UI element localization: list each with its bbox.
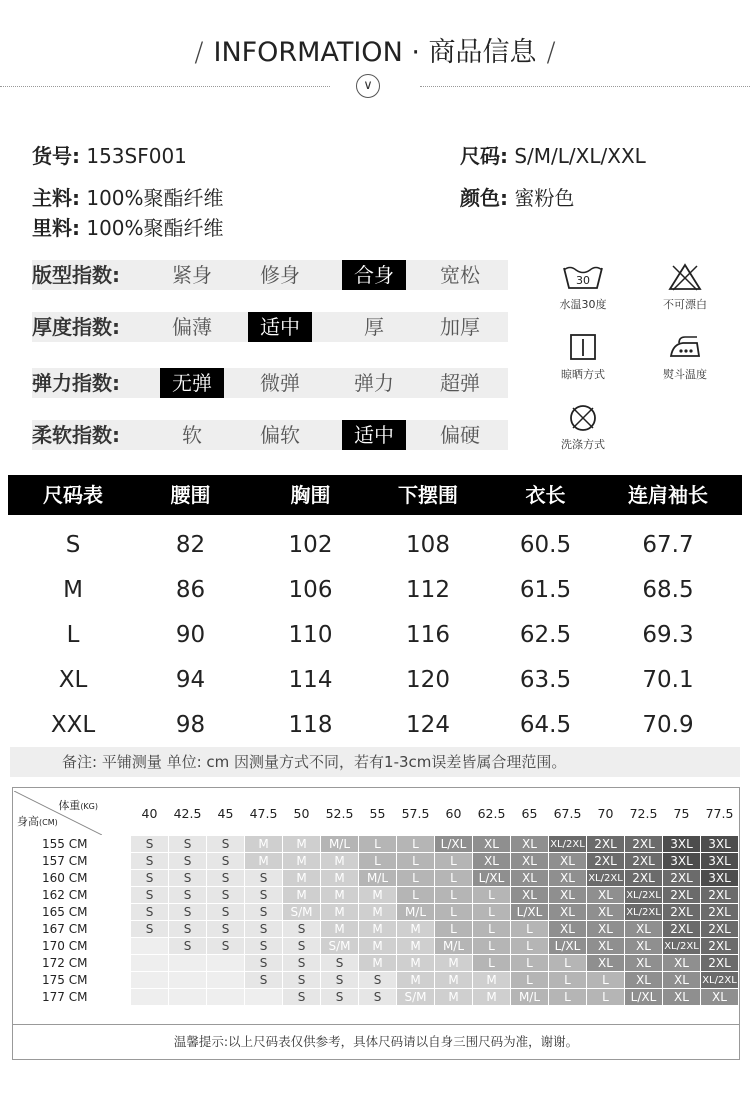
weight-header: 52.5 — [325, 805, 354, 821]
size-cell: 2XL — [625, 870, 662, 886]
header — [0, 0, 750, 110]
size-cell: L — [473, 938, 510, 954]
height-label: 165 CM — [42, 905, 88, 919]
size-cell: L — [473, 921, 510, 937]
table-row — [14, 870, 738, 886]
height-label: 172 CM — [42, 956, 88, 970]
size-cell: L — [511, 955, 548, 971]
index-option: 紧身 — [172, 263, 212, 287]
table-cell: 82 — [175, 532, 206, 558]
size-cell: M — [359, 921, 396, 937]
item-no: 货号: 153SF001 — [32, 144, 187, 168]
size-cell: M/L — [397, 904, 434, 920]
size-cell — [131, 972, 168, 988]
weight-header: 42.5 — [173, 805, 202, 821]
size-cell: S — [131, 870, 168, 886]
col-header: 衣长 — [525, 483, 566, 507]
table-row — [14, 938, 738, 954]
reference-table — [13, 790, 739, 1006]
index-option: 超弹 — [440, 371, 480, 395]
col-header: 下摆围 — [398, 483, 458, 507]
size-cell: S — [359, 972, 396, 988]
size-cell: 2XL — [625, 853, 662, 869]
size-cell: XL — [511, 870, 548, 886]
size-cell: 2XL — [663, 904, 700, 920]
size-cell: M — [245, 836, 282, 852]
size-cell: M — [473, 972, 510, 988]
size-cell: 3XL — [701, 870, 738, 886]
size-cell: S — [207, 938, 244, 954]
size-cell — [131, 955, 168, 971]
size-cell: XL/2XL — [625, 887, 662, 903]
size-cell: 3XL — [663, 853, 700, 869]
size-cell: S — [283, 955, 320, 971]
size-cell: XL — [625, 955, 662, 971]
index-option: 微弹 — [260, 371, 300, 395]
weight-header: 55 — [369, 805, 386, 821]
size-cell: XL/2XL — [625, 904, 662, 920]
care-label: 不可漂白 — [663, 298, 707, 311]
size-cell: S — [245, 955, 282, 971]
size-cell: S/M — [283, 904, 320, 920]
care-label: 水温30度 — [559, 298, 607, 311]
index-option: 加厚 — [440, 315, 480, 339]
size-cell: M — [321, 853, 358, 869]
table-cell: 86 — [175, 577, 206, 603]
height-label: 155 CM — [42, 837, 88, 851]
table-cell: 110 — [288, 622, 333, 648]
table-cell: L — [66, 622, 80, 648]
weight-header: 65 — [521, 805, 538, 821]
height-label: 175 CM — [42, 973, 88, 987]
size-cell: XL — [549, 887, 586, 903]
size-cell: M — [283, 870, 320, 886]
sizes: 尺码: S/M/L/XL/XXL — [460, 144, 646, 168]
reference-footer: 温馨提示:以上尺码表仅供参考，具体尺码请以自身三围尺码为准，谢谢。 — [13, 1024, 739, 1059]
size-cell: M — [283, 887, 320, 903]
table-row — [14, 904, 738, 920]
index-label: 版型指数: — [32, 263, 120, 287]
size-cell: 2XL — [701, 887, 738, 903]
care-label: 晾晒方式 — [561, 368, 605, 381]
lining-material: 里料: 100%聚酯纤维 — [32, 216, 224, 240]
table-row — [8, 703, 742, 748]
line-dry-icon — [538, 332, 628, 366]
size-cell: XL — [549, 870, 586, 886]
size-cell: XL — [511, 887, 548, 903]
size-cell: L — [435, 887, 472, 903]
care-tumble — [538, 402, 628, 452]
size-cell: S — [321, 955, 358, 971]
table-cell: 67.7 — [642, 532, 694, 558]
table-cell: 64.5 — [519, 712, 572, 738]
size-cell: S — [169, 853, 206, 869]
index-option-selected: 合身 — [342, 260, 406, 290]
size-cell: S — [207, 887, 244, 903]
table-row — [8, 523, 742, 568]
size-cell: M/L — [321, 836, 358, 852]
size-cell: M — [283, 853, 320, 869]
care-wash — [538, 262, 628, 312]
size-cell: 3XL — [663, 836, 700, 852]
table-cell: 68.5 — [642, 577, 694, 603]
size-cell: L — [435, 853, 472, 869]
size-cell: S — [131, 921, 168, 937]
size-cell: S — [169, 938, 206, 954]
size-cell: S — [245, 938, 282, 954]
size-cell: M — [359, 955, 396, 971]
table-cell: 60.5 — [519, 532, 572, 558]
iron-icon — [640, 332, 730, 366]
size-cell: 2XL — [587, 853, 624, 869]
weight-header: 47.5 — [249, 805, 278, 821]
size-cell: L — [435, 870, 472, 886]
index-row — [32, 312, 508, 342]
size-cell: M — [397, 921, 434, 937]
index-option: 弹力 — [354, 371, 394, 395]
size-cell: L — [397, 836, 434, 852]
size-cell: XL/2XL — [549, 836, 586, 852]
size-cell: M — [321, 921, 358, 937]
size-cell: XL — [473, 836, 510, 852]
index-option: 修身 — [260, 263, 300, 287]
size-cell: XL — [511, 853, 548, 869]
size-cell: M/L — [359, 870, 396, 886]
table-cell: 106 — [288, 577, 333, 603]
size-cell: XL — [701, 989, 738, 1005]
height-label: 162 CM — [42, 888, 88, 902]
table-row — [14, 989, 738, 1005]
table-cell: 61.5 — [519, 577, 572, 603]
size-cell: M — [397, 972, 434, 988]
index-option-selected: 适中 — [248, 312, 312, 342]
size-cell: XL — [587, 887, 624, 903]
size-cell: S — [131, 836, 168, 852]
size-cell: 2XL — [587, 836, 624, 852]
care-label: 洗涤方式 — [561, 438, 605, 451]
size-cell: M — [359, 938, 396, 954]
size-cell: XL — [587, 904, 624, 920]
size-cell: S — [245, 904, 282, 920]
size-cell: L — [435, 921, 472, 937]
size-cell: S — [321, 989, 358, 1005]
size-cell: S — [169, 870, 206, 886]
col-header: 连肩袖长 — [628, 483, 708, 507]
size-cell — [207, 989, 244, 1005]
weight-header: 50 — [293, 805, 310, 821]
col-header: 胸围 — [290, 483, 331, 507]
main-material: 主料: 100%聚酯纤维 — [32, 186, 224, 210]
size-cell: L — [549, 955, 586, 971]
index-label: 厚度指数: — [32, 315, 120, 339]
table-row — [14, 853, 738, 869]
size-cell: S — [283, 989, 320, 1005]
table-cell: 116 — [406, 622, 450, 648]
col-header: 尺码表 — [43, 483, 103, 507]
size-cell: L — [511, 972, 548, 988]
table-cell: 69.3 — [642, 622, 694, 648]
index-row — [32, 368, 508, 398]
svg-text:30: 30 — [576, 274, 590, 287]
index-option-selected: 无弹 — [160, 368, 224, 398]
size-cell: 2XL — [701, 938, 738, 954]
size-cell: M — [435, 989, 472, 1005]
table-cell: 90 — [175, 622, 206, 648]
table-cell: M — [63, 577, 83, 603]
weight-header: 60 — [445, 805, 462, 821]
size-cell: M — [435, 972, 472, 988]
size-cell — [131, 938, 168, 954]
size-cell: XL — [625, 972, 662, 988]
table-row — [8, 658, 742, 703]
size-cell: S — [245, 972, 282, 988]
height-label: 177 CM — [42, 990, 88, 1004]
care-dry — [538, 332, 628, 382]
table-cell: 120 — [406, 667, 450, 693]
size-cell — [169, 955, 206, 971]
table-cell: 98 — [175, 712, 206, 738]
size-cell: XL — [663, 955, 700, 971]
size-cell: 3XL — [701, 836, 738, 852]
size-cell: M — [473, 989, 510, 1005]
size-cell: XL/2XL — [663, 938, 700, 954]
size-cell: S — [169, 887, 206, 903]
table-cell: 108 — [406, 532, 450, 558]
index-label: 柔软指数: — [32, 423, 120, 447]
size-cell: XL — [625, 938, 662, 954]
divider-right — [420, 86, 750, 87]
size-cell: L — [397, 870, 434, 886]
table-cell: 70.1 — [642, 667, 694, 693]
size-cell: XL/2XL — [701, 972, 738, 988]
weight-header: 45 — [217, 805, 234, 821]
index-option: 厚 — [364, 315, 384, 339]
size-cell: L/XL — [435, 836, 472, 852]
page-title: / INFORMATION · 商品信息 / — [194, 37, 556, 68]
size-cell: 2XL — [701, 921, 738, 937]
size-cell: M — [245, 853, 282, 869]
index-row — [32, 260, 508, 290]
no-bleach-icon — [640, 262, 730, 296]
size-cell — [169, 972, 206, 988]
size-cell: M — [359, 904, 396, 920]
size-cell — [169, 989, 206, 1005]
size-cell: S — [207, 836, 244, 852]
size-cell: S — [131, 904, 168, 920]
size-cell: XL — [587, 938, 624, 954]
size-cell: S — [245, 870, 282, 886]
weight-header: 70 — [597, 805, 614, 821]
size-cell: XL — [549, 921, 586, 937]
size-cell: L/XL — [511, 904, 548, 920]
size-cell: S — [245, 921, 282, 937]
size-cell: M — [321, 870, 358, 886]
size-cell: L — [473, 887, 510, 903]
size-cell: L/XL — [473, 870, 510, 886]
size-cell: 2XL — [625, 836, 662, 852]
size-cell: 3XL — [701, 853, 738, 869]
height-label: 157 CM — [42, 854, 88, 868]
weight-header: 77.5 — [705, 805, 734, 821]
size-cell: L — [473, 955, 510, 971]
table-cell: 124 — [406, 712, 450, 738]
size-cell: S — [283, 938, 320, 954]
col-header: 腰围 — [170, 483, 211, 507]
wash-30-icon — [538, 262, 628, 296]
size-cell: XL — [511, 836, 548, 852]
size-cell: XL — [473, 853, 510, 869]
size-cell: L — [549, 972, 586, 988]
size-cell: L — [359, 836, 396, 852]
index-option-selected: 适中 — [342, 420, 406, 450]
table-cell: 94 — [175, 667, 206, 693]
table-row — [14, 921, 738, 937]
table-row — [14, 972, 738, 988]
table-row — [14, 836, 738, 852]
size-cell: S/M — [321, 938, 358, 954]
table-cell: 70.9 — [642, 712, 694, 738]
size-cell — [131, 989, 168, 1005]
index-row — [32, 420, 508, 450]
size-cell: M — [397, 938, 434, 954]
no-tumble-dry-icon — [538, 402, 628, 436]
chevron-down-icon: ∨ — [356, 74, 380, 98]
table-cell: 112 — [406, 577, 450, 603]
table-row — [14, 887, 738, 903]
size-cell: L — [473, 904, 510, 920]
index-option: 偏薄 — [172, 315, 212, 339]
table-cell: 63.5 — [519, 667, 572, 693]
table-cell: 62.5 — [519, 622, 572, 648]
size-reference-chart — [12, 787, 740, 1060]
size-cell: S — [283, 972, 320, 988]
size-cell: S/M — [397, 989, 434, 1005]
size-cell: M — [435, 955, 472, 971]
size-cell: L — [359, 853, 396, 869]
index-option: 软 — [182, 423, 202, 447]
table-cell: 114 — [288, 667, 333, 693]
size-cell: L — [587, 989, 624, 1005]
height-label: 160 CM — [42, 871, 88, 885]
size-cell: M — [397, 955, 434, 971]
size-cell: L — [435, 904, 472, 920]
size-cell: L — [587, 972, 624, 988]
size-cell: M/L — [511, 989, 548, 1005]
table-cell: S — [65, 532, 81, 558]
size-cell: 2XL — [663, 921, 700, 937]
size-cell — [207, 972, 244, 988]
care-label: 熨斗温度 — [663, 368, 707, 381]
size-cell: S — [131, 887, 168, 903]
size-cell: S — [207, 870, 244, 886]
height-label: 170 CM — [42, 939, 88, 953]
size-cell: S — [245, 887, 282, 903]
size-cell: S — [169, 921, 206, 937]
size-cell: L/XL — [549, 938, 586, 954]
size-cell — [245, 989, 282, 1005]
size-cell: XL — [587, 955, 624, 971]
size-cell: L — [397, 887, 434, 903]
size-cell: S — [169, 836, 206, 852]
size-cell: 2XL — [701, 904, 738, 920]
weight-header: 75 — [673, 805, 690, 821]
table-row — [8, 613, 742, 658]
size-cell: XL — [663, 972, 700, 988]
size-cell: XL — [663, 989, 700, 1005]
table-cell: 102 — [288, 532, 333, 558]
size-cell: S — [207, 904, 244, 920]
size-cell: 2XL — [663, 870, 700, 886]
table-cell: 118 — [288, 712, 333, 738]
size-cell: L — [397, 853, 434, 869]
size-cell: XL — [549, 853, 586, 869]
size-cell: 2XL — [701, 955, 738, 971]
size-cell — [207, 955, 244, 971]
table-cell: XL — [58, 667, 88, 693]
color: 颜色: 蜜粉色 — [460, 186, 575, 210]
care-bleach — [640, 262, 730, 312]
care-iron — [640, 332, 730, 382]
size-cell: S — [207, 853, 244, 869]
weight-header: 40 — [141, 805, 158, 821]
size-cell: XL — [625, 921, 662, 937]
index-label: 弹力指数: — [32, 371, 120, 395]
size-cell: XL/2XL — [587, 870, 624, 886]
size-cell: L — [549, 989, 586, 1005]
size-table-header — [8, 475, 742, 515]
divider-left — [0, 86, 330, 87]
size-cell: S — [207, 921, 244, 937]
size-cell: S — [169, 904, 206, 920]
index-option: 宽松 — [440, 263, 480, 287]
weight-header: 62.5 — [477, 805, 506, 821]
size-cell: S — [283, 921, 320, 937]
size-cell: M — [321, 904, 358, 920]
measurement-note: 备注: 平铺测量 单位: cm 因测量方式不同，若有1-3cm误差皆属合理范围。 — [10, 747, 740, 777]
size-cell: M — [283, 836, 320, 852]
size-cell: L/XL — [625, 989, 662, 1005]
index-option: 偏软 — [260, 423, 300, 447]
table-row — [8, 568, 742, 613]
index-option: 偏硬 — [440, 423, 480, 447]
size-cell: XL — [587, 921, 624, 937]
table-cell: XXL — [50, 712, 96, 738]
weight-header: 72.5 — [629, 805, 658, 821]
size-cell: XL — [549, 904, 586, 920]
size-cell: M/L — [435, 938, 472, 954]
size-cell: 2XL — [663, 887, 700, 903]
height-label: 167 CM — [42, 922, 88, 936]
size-cell: S — [359, 989, 396, 1005]
size-cell: L — [511, 938, 548, 954]
table-corner: 体重(KG) 身高(CM) — [14, 791, 130, 835]
size-cell: S — [131, 853, 168, 869]
size-cell: S — [321, 972, 358, 988]
weight-header: 57.5 — [401, 805, 430, 821]
weight-header: 67.5 — [553, 805, 582, 821]
table-row — [14, 955, 738, 971]
size-cell: M — [359, 887, 396, 903]
size-cell: M — [321, 887, 358, 903]
size-cell: L — [511, 921, 548, 937]
